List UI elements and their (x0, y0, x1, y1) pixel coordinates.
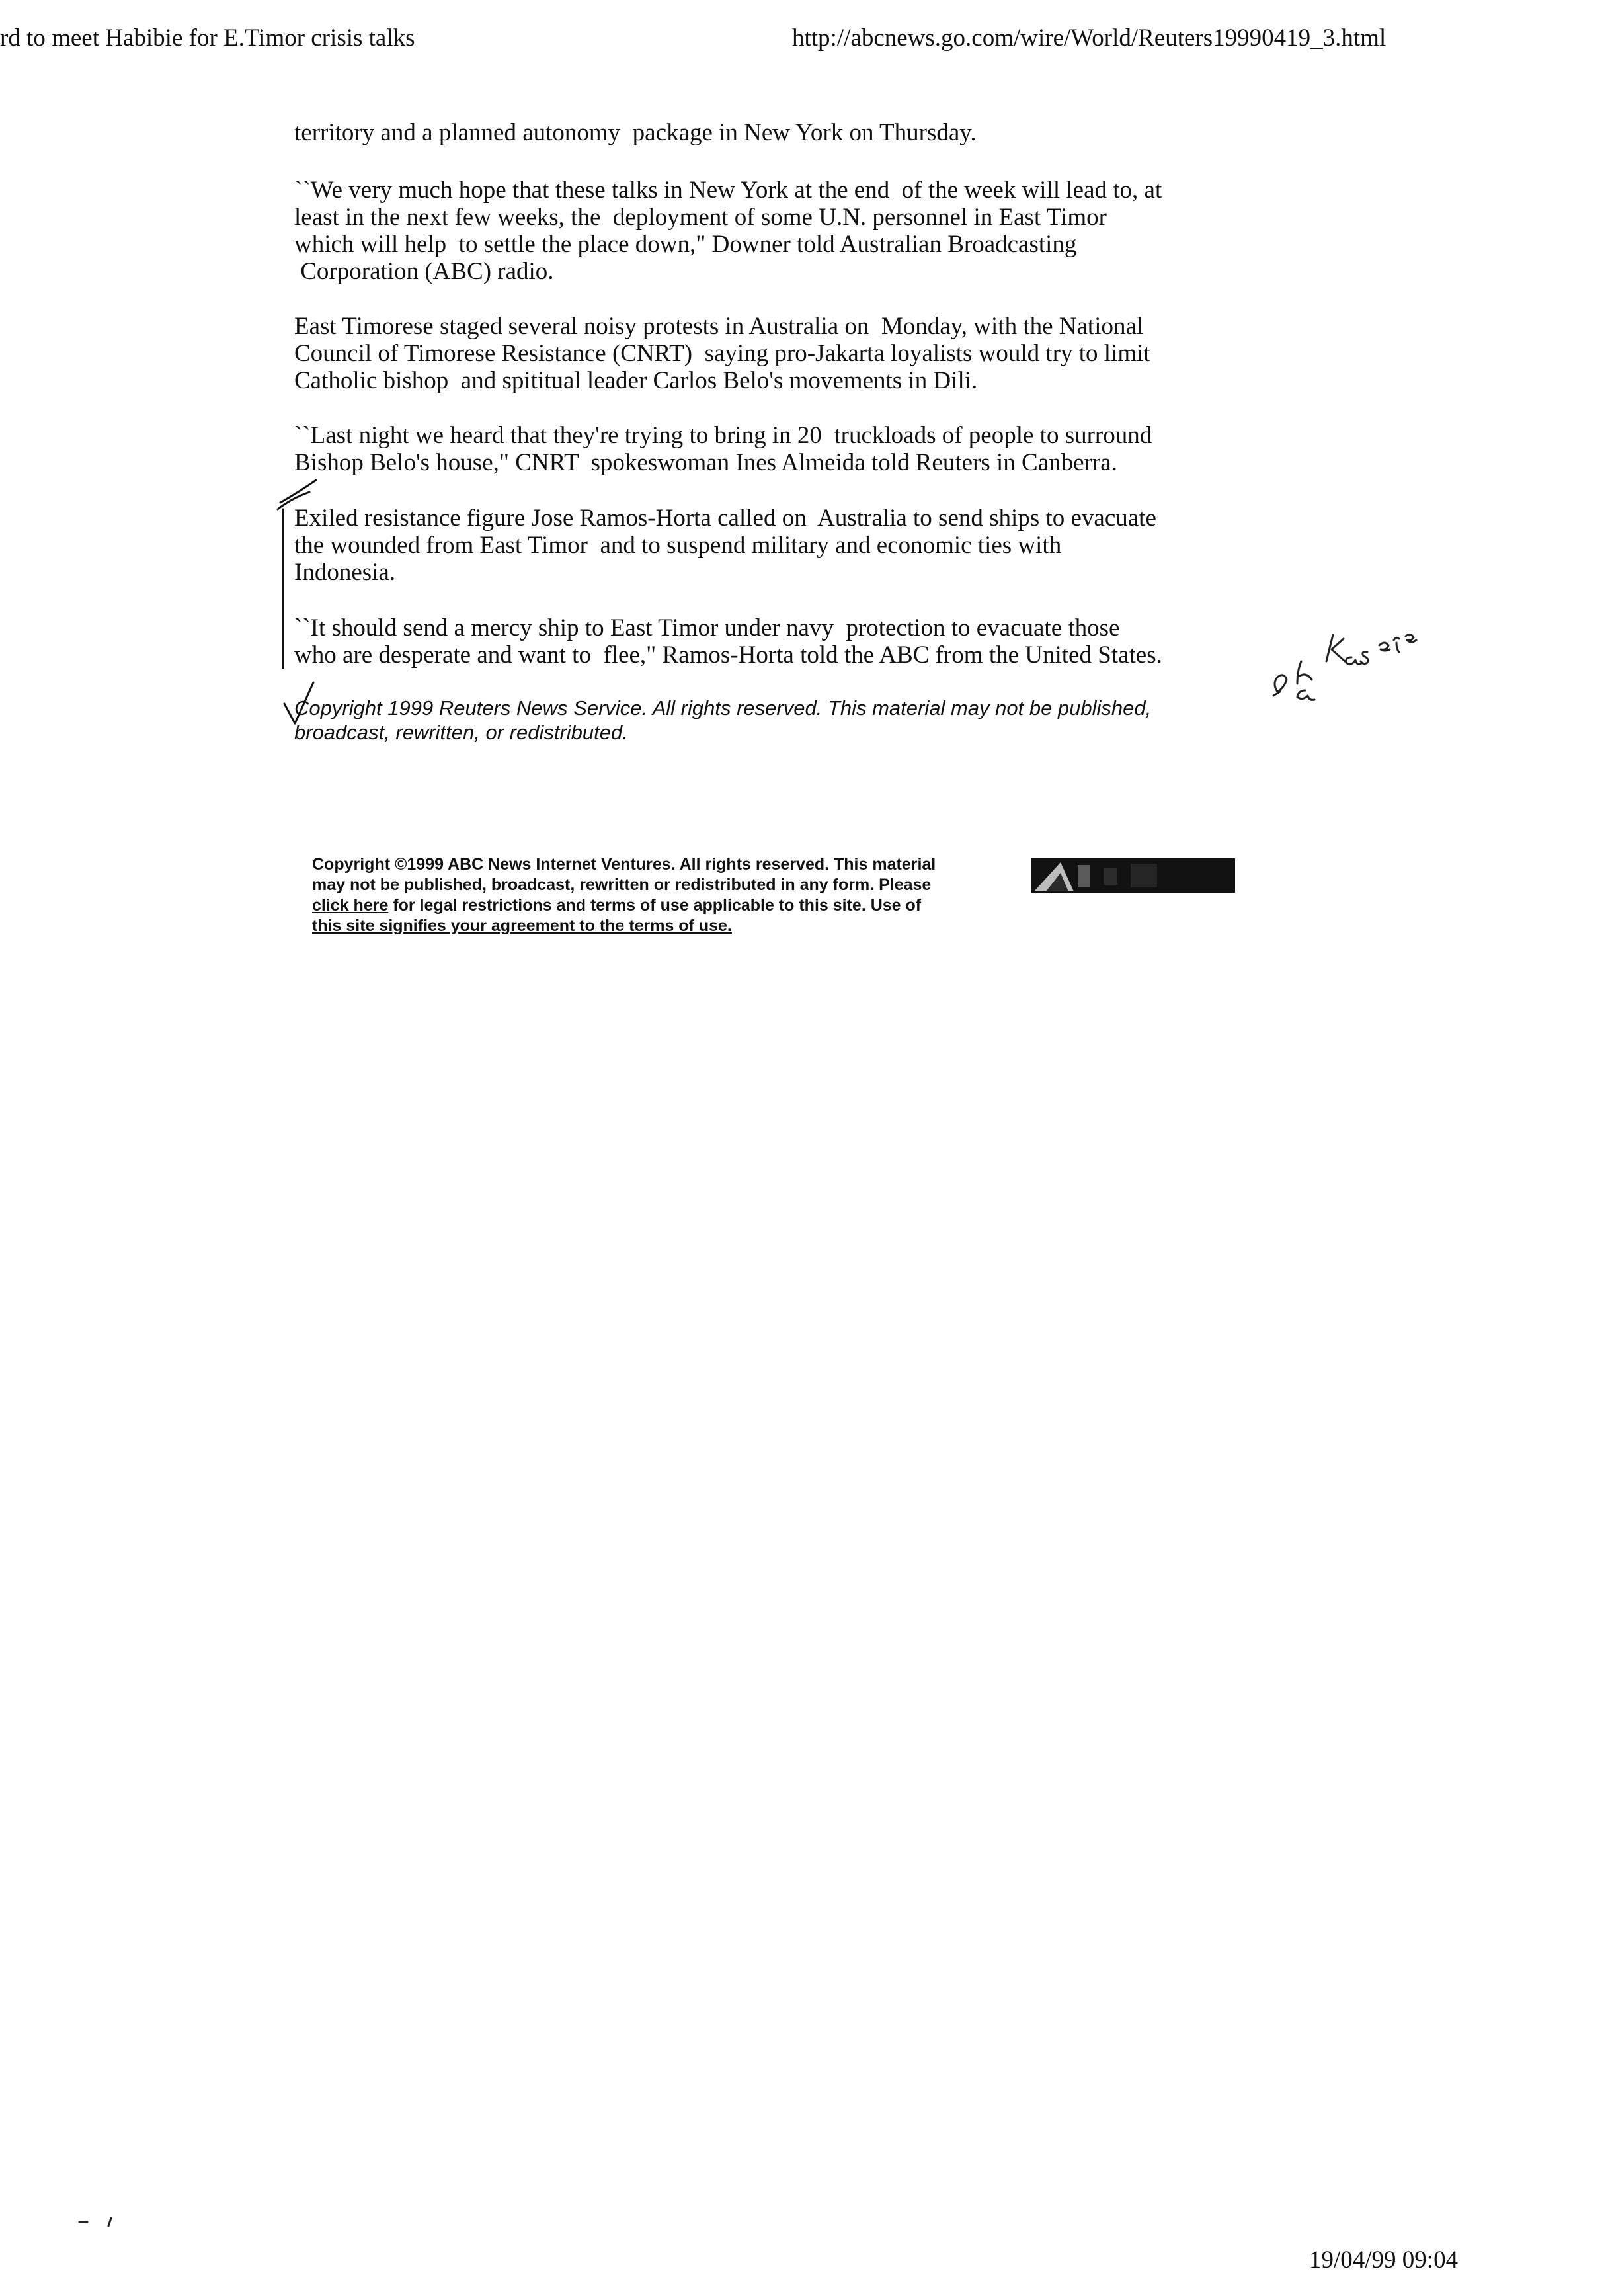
abc-copyright-line: Copyright ©1999 ABC News Internet Ventures. All rights reserved. This material (312, 855, 936, 874)
abc-copyright-line: this site signifies your agreement to the terms of use. (312, 917, 732, 935)
print-datetime: 19/04/99 09:04 (1309, 2246, 1459, 2274)
page-margin-marks (79, 2218, 111, 2226)
page-header-url: http://abcnews.go.com/wire/World/Reuters19990419_3.html (792, 24, 1387, 52)
abc-copyright-line: for legal restrictions and terms of use applicable to this site. Use of (388, 896, 922, 915)
article-paragraph: territory and a planned autonomy package in New York on Thursday. (294, 119, 977, 146)
reuters-copyright: Copyright 1999 Reuters News Service. All rights reserved. This material may not be published, broadcast, rewritten, or redistributed. (294, 696, 1152, 744)
page-header-title: rd to meet Habibie for E.Timor crisis talks (0, 24, 415, 52)
article-paragraph: East Timorese staged several noisy protests in Australia on Monday, with the National Council of Timorese Resistance (CNRT) saying pro-Jakarta loyalists would try to limit Catholic bishop and spititual leader Carlos Belo's movements in Dili. (294, 313, 1150, 394)
handwritten-note-signature (1273, 634, 1416, 700)
article-paragraph: ``It should send a mercy ship to East Timor under navy protection to evacuate those who are desperate and want to flee," Ramos-Horta told the ABC from the United States. (294, 614, 1162, 669)
article-paragraph: Exiled resistance figure Jose Ramos-Horta called on Australia to send ships to evacuate the wounded from East Timor and to suspend military and economic ties with Indonesia. (294, 505, 1156, 586)
copyright-checkmark-icon (284, 682, 313, 723)
article-paragraph: ``We very much hope that these talks in New York at the end of the week will lead to, at least in the next few weeks, the deployment of some U.N. personnel in East Timor which will help to settle the place down," Downer told Australian Broadcasting Corporation (ABC) radio. (294, 177, 1162, 285)
margin-checkmark-icon (278, 480, 316, 509)
abc-copyright-line: may not be published, broadcast, rewritten or redistributed in any form. Please (312, 876, 932, 894)
legal-terms-link[interactable]: click here (312, 896, 389, 915)
article-paragraph: ``Last night we heard that they're trying to bring in 20 truckloads of people to surround Bishop Belo's house," CNRT spokeswoman Ines Almeida told Reuters in Canberra. (294, 422, 1152, 476)
